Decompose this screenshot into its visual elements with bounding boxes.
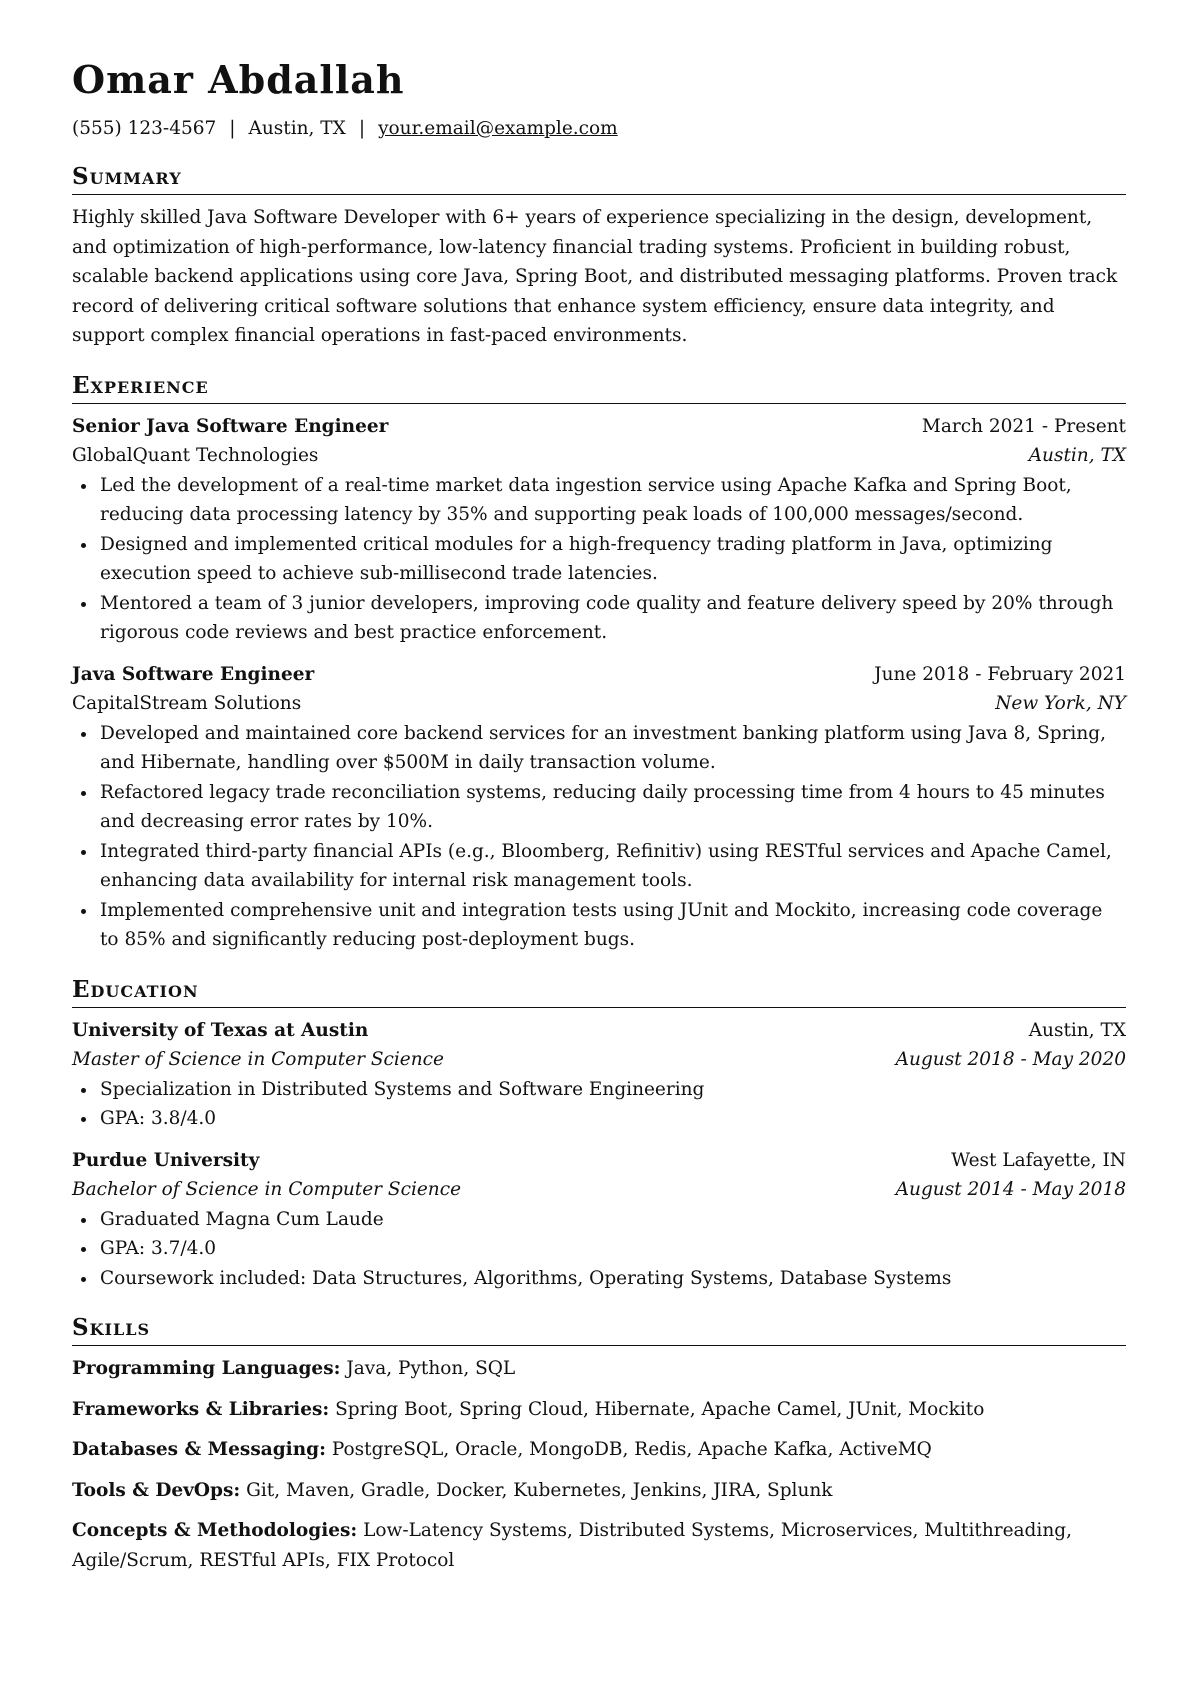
job-entry: [72, 412, 1126, 648]
job-title: Senior Java Software Engineer: [72, 415, 389, 437]
bullet-item: Refactored legacy trade reconciliation systems, reducing daily processing time from 4 hours to 45 minutes and decreasing error rates by 10%.: [72, 778, 1126, 837]
skill-line: [72, 1354, 1126, 1384]
skill-line: [72, 1435, 1126, 1465]
skill-value: PostgreSQL, Oracle, MongoDB, Redis, Apache Kafka, ActiveMQ: [331, 1439, 932, 1460]
skill-value: Low-Latency Systems, Distributed Systems, Microservices, Multithreading, Agile/Scrum, RESTful APIs, FIX Protocol: [72, 1520, 1072, 1571]
skill-label: Tools & DevOps:: [72, 1479, 241, 1501]
email-link[interactable]: your.email@example.com: [378, 118, 618, 139]
education-heading: Education: [72, 975, 1126, 1008]
skills-list: [72, 1354, 1126, 1575]
job-title: Java Software Engineer: [72, 663, 315, 685]
resume-name: Omar Abdallah: [72, 57, 405, 102]
school-location: Austin, TX: [1028, 1019, 1126, 1041]
school-entry: [72, 1016, 1126, 1134]
school-bullets: [72, 1075, 1126, 1134]
bullet-item: GPA: 3.8/4.0: [72, 1104, 1126, 1134]
school-name: University of Texas at Austin: [72, 1019, 369, 1041]
skill-value: Spring Boot, Spring Cloud, Hibernate, Apache Camel, JUnit, Mockito: [335, 1398, 985, 1420]
contact-separator: |: [358, 118, 366, 139]
school-name: Purdue University: [72, 1149, 260, 1171]
bullet-item: Designed and implemented critical modules for a high-frequency trading platform in Java, optimizing execution speed to achieve sub-millisecond trade latencies.: [72, 530, 1126, 589]
skill-value: Git, Maven, Gradle, Docker, Kubernetes, Jenkins, JIRA, Splunk: [246, 1479, 833, 1501]
company-name: CapitalStream Solutions: [72, 693, 302, 714]
skill-line: [72, 1395, 1126, 1425]
skill-label: Frameworks & Libraries:: [72, 1398, 330, 1420]
bullet-item: Graduated Magna Cum Laude: [72, 1205, 1126, 1235]
experience-heading: Experience: [72, 371, 1126, 404]
skill-line: [72, 1476, 1126, 1506]
skill-label: Programming Languages:: [72, 1358, 341, 1379]
job-bullets: [72, 471, 1126, 648]
bullet-item: GPA: 3.7/4.0: [72, 1234, 1126, 1264]
bullet-item: Specialization in Distributed Systems and Software Engineering: [72, 1075, 1126, 1105]
location-text: Austin, TX: [248, 118, 346, 139]
skill-label: Databases & Messaging:: [72, 1439, 326, 1460]
school-dates: August 2014 - May 2018: [895, 1179, 1126, 1200]
school-location: West Lafayette, IN: [951, 1149, 1126, 1171]
school-dates: August 2018 - May 2020: [895, 1049, 1126, 1070]
company-name: GlobalQuant Technologies: [72, 445, 319, 466]
skills-heading: Skills: [72, 1313, 1126, 1346]
degree-name: Master of Science in Computer Science: [72, 1049, 444, 1070]
degree-name: Bachelor of Science in Computer Science: [72, 1179, 462, 1200]
school-bullets: [72, 1205, 1126, 1294]
phone-number: (555) 123-4567: [72, 118, 217, 139]
bullet-item: Integrated third-party financial APIs (e.g., Bloomberg, Refinitiv) using RESTful services and Apache Camel, enhancing data availability for internal risk management tools.: [72, 837, 1126, 896]
contact-line: [72, 116, 1126, 142]
summary-text: Highly skilled Java Software Developer with 6+ years of experience specializing in the design, development, and optimization of high-performance, low-latency financial trading systems. Proficient in building robust, scalable backend applications using core Java, Spring Boot, and distributed messaging platforms. Proven track record of delivering critical software solutions that enhance system efficiency, ensure data integrity, and support complex financial operations in fast-paced environments.: [72, 207, 1118, 346]
bullet-item: Implemented comprehensive unit and integration tests using JUnit and Mockito, increasing code coverage to 85% and significantly reducing post-deployment bugs.: [72, 896, 1126, 955]
job-bullets: [72, 719, 1126, 955]
bullet-item: Developed and maintained core backend services for an investment banking platform using Java 8, Spring, and Hibernate, handling over $500M in daily transaction volume.: [72, 719, 1126, 778]
skill-line: [72, 1516, 1126, 1575]
job-dates: June 2018 - February 2021: [874, 663, 1126, 685]
job-location: Austin, TX: [1028, 445, 1126, 466]
skill-value: Java, Python, SQL: [346, 1358, 516, 1379]
school-entry: [72, 1146, 1126, 1294]
job-dates: March 2021 - Present: [921, 415, 1126, 437]
contact-separator: |: [229, 118, 236, 139]
job-location: New York, NY: [995, 693, 1126, 714]
summary-heading: Summary: [72, 162, 1126, 195]
bullet-item: Mentored a team of 3 junior developers, improving code quality and feature delivery speed by 20% through rigorous code reviews and best practice enforcement.: [72, 589, 1126, 648]
skill-label: Concepts & Methodologies:: [72, 1520, 358, 1541]
bullet-item: Coursework included: Data Structures, Algorithms, Operating Systems, Database Systems: [72, 1264, 1126, 1294]
job-entry: [72, 660, 1126, 955]
bullet-item: Led the development of a real-time market data ingestion service using Apache Kafka and Spring Boot, reducing data processing latency by 35% and supporting peak loads of 100,000 messages/second.: [72, 471, 1126, 530]
